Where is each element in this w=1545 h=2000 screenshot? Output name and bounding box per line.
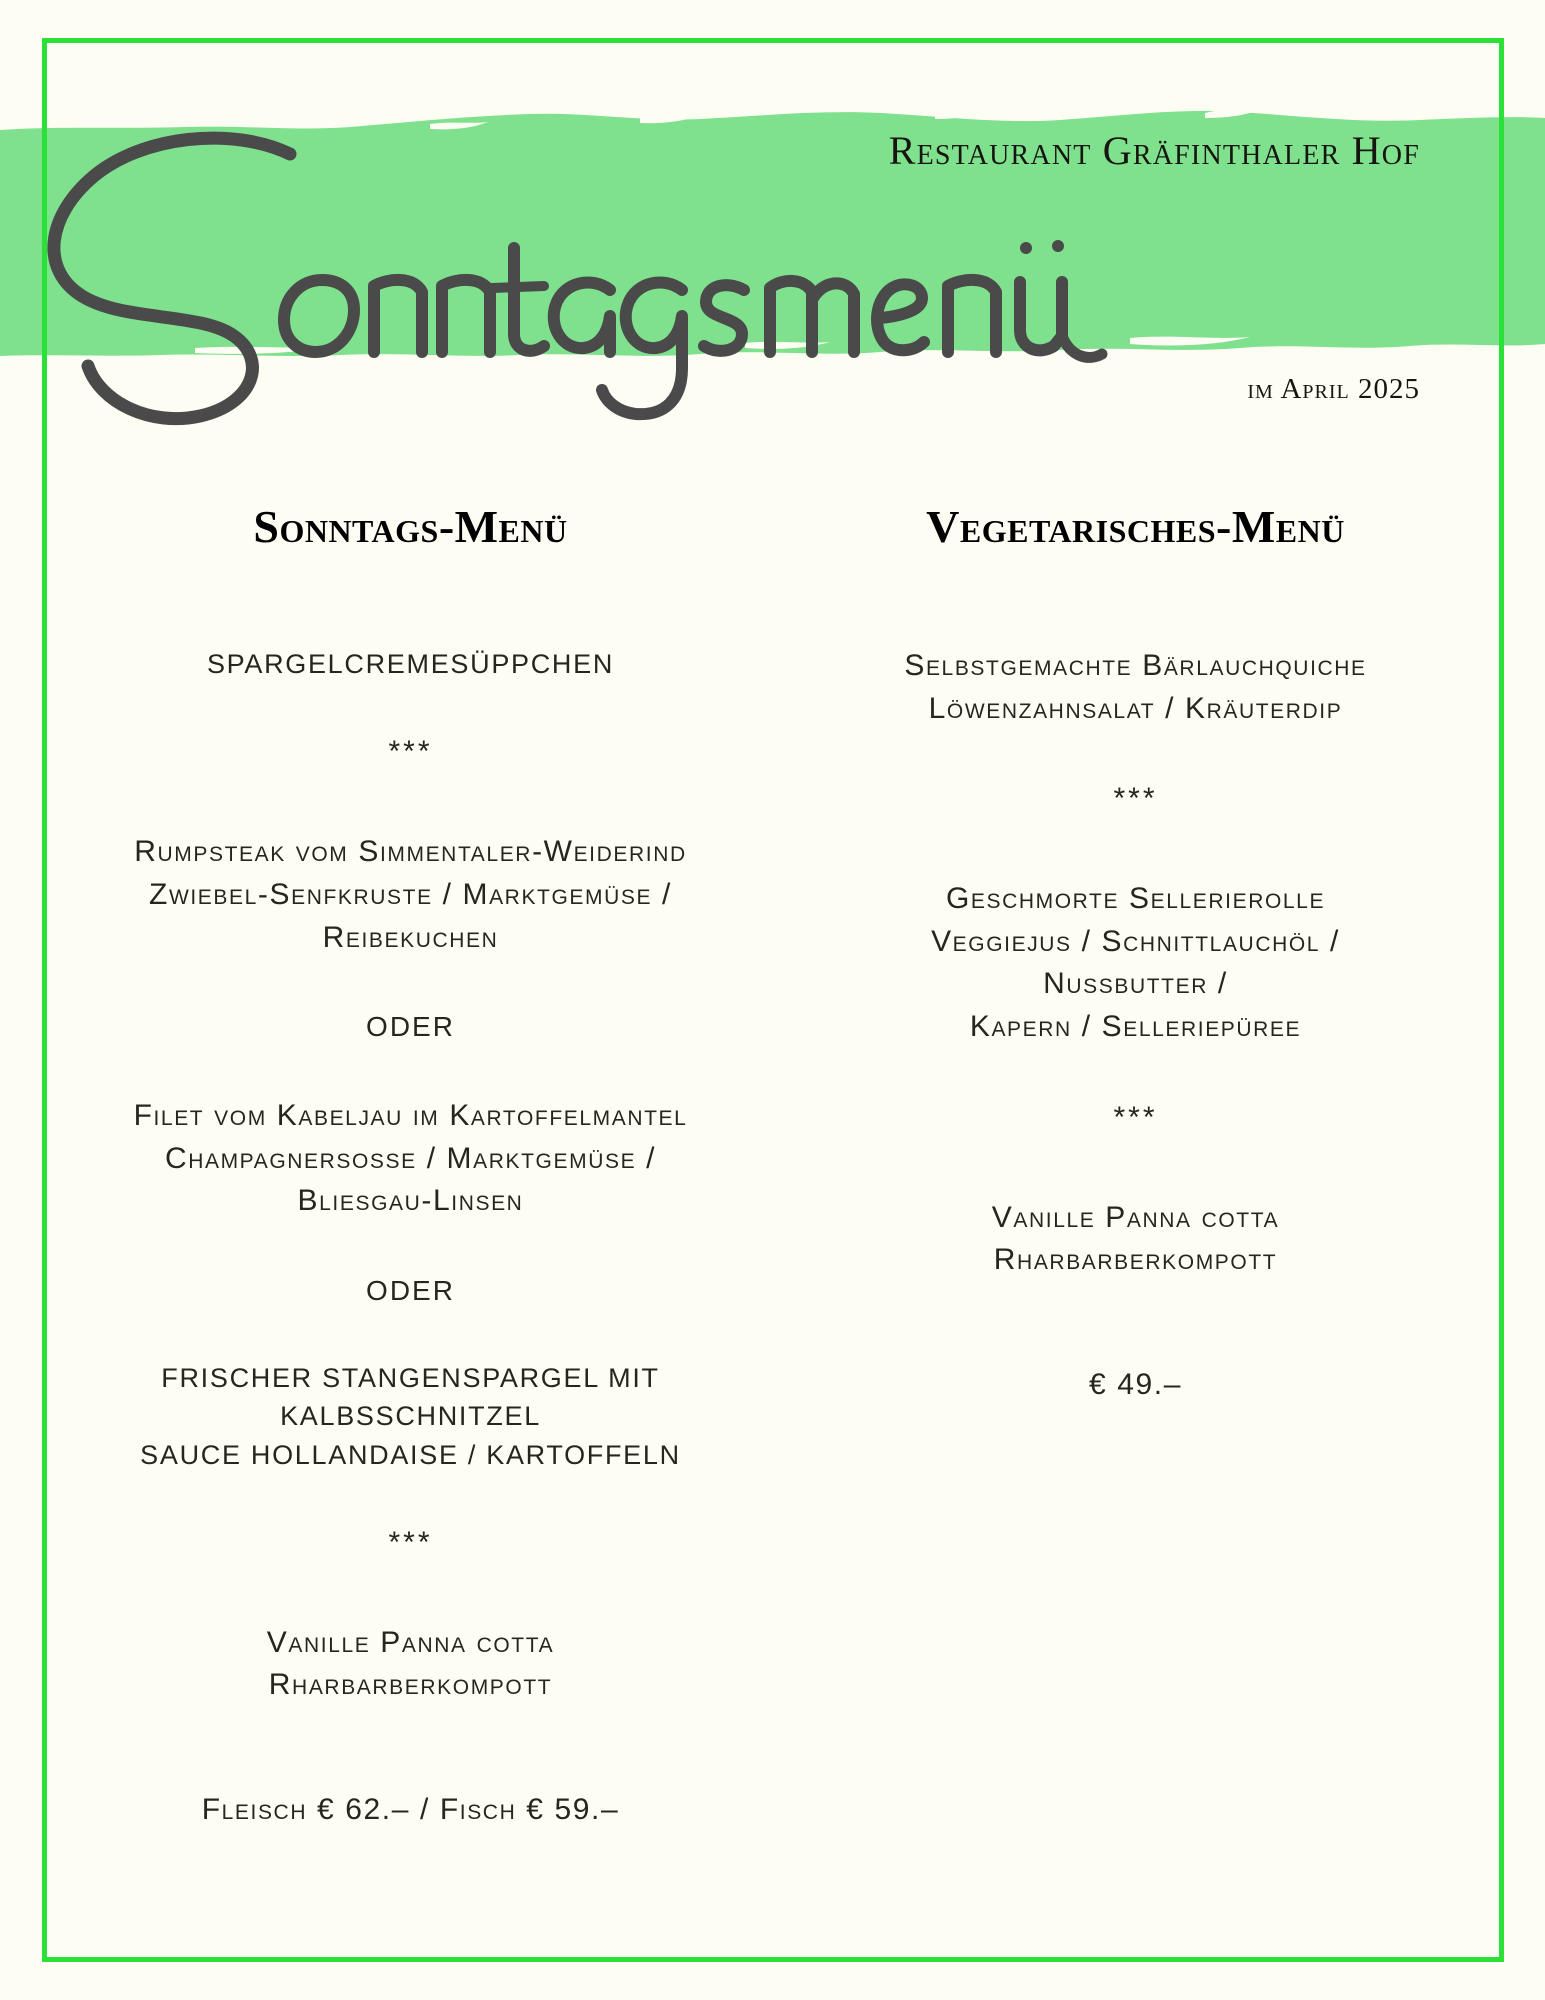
dish-line: Kapern / Selleriepüree [969,1009,1302,1043]
menu-columns [48,500,1498,1827]
dish-line: Nussbutter / [1043,967,1228,1001]
section-separator: *** [1113,1100,1158,1134]
dish-item [773,878,1498,1048]
section-separator: *** [388,1525,433,1559]
dish-line: Filet vom Kabeljau im Kartoffelmantel [133,1099,688,1133]
dish-line: Rharbarberkompott [268,1668,553,1702]
dish-line: Selbstgemachte Bärlauchquiche [904,649,1367,682]
menu-price: Fleisch € 62.– / Fisch € 59.– [201,1793,620,1827]
script-title [22,130,1172,420]
menu-date: im April 2025 [1247,373,1420,405]
dish-line: SAUCE HOLLANDAISE / KARTOFFELN [140,1439,681,1470]
column-body-sonntags [48,645,773,1827]
dish-line: Champagnersosse / Marktgemüse / [164,1141,657,1175]
dish-item [773,645,1498,730]
dish-line: KALBSSCHNITZEL [280,1401,541,1432]
spacer [48,1560,773,1622]
column-body-vegetarisch [773,645,1498,1402]
restaurant-name: Restaurant Gräfinthaler Hof [888,128,1420,173]
dish-line: Veggiejus / Schnittlauchöl / [931,924,1340,958]
section-separator: *** [1113,782,1158,816]
spacer [48,769,773,831]
dish-line: Geschmorte Sellerierolle [945,882,1326,916]
column-heading-vegetarisch: Vegetarisches-Menü [926,501,1345,552]
dish-line: Reibekuchen [322,920,499,954]
spacer [773,730,1498,782]
dish-line: SPARGELCREMESÜPPCHEN [206,649,615,679]
dish-line: Vanille Panna cotta [991,1200,1280,1234]
spacer [773,1282,1498,1334]
spacer [48,1043,773,1095]
dish-line: Löwenzahnsalat / Kräuterdip [928,691,1343,725]
dish-line: Zwiebel-Senfkruste / Marktgemüse / [149,877,672,911]
dish-item [48,1622,773,1707]
spacer [773,1049,1498,1101]
dish-line: Rumpsteak vom Simmentaler-Weiderind [134,835,687,869]
menu-price: € 49.– [1088,1367,1182,1401]
section-separator: *** [388,735,433,769]
spacer [48,683,773,735]
oder-divider: ODER [366,1011,455,1043]
spacer [773,816,1498,878]
spacer [48,1707,773,1759]
spacer [48,1474,773,1526]
column-heading-sonntags: Sonntags-Menü [253,501,568,552]
dish-item [48,645,773,683]
menu-column-sonntags [48,500,773,1827]
dish-item [48,1359,773,1474]
oder-divider: ODER [366,1274,455,1306]
menu-column-vegetarisch [773,500,1498,1827]
spacer [773,1334,1498,1368]
spacer [48,1759,773,1793]
dish-item [48,1095,773,1223]
dish-line: Vanille Panna cotta [266,1625,555,1659]
dish-line: Bliesgau-Linsen [297,1184,524,1218]
spacer [773,1135,1498,1197]
dish-line: Rharbarberkompott [993,1243,1278,1277]
spacer [48,1307,773,1359]
dish-item [48,831,773,959]
spacer [48,959,773,1011]
dish-line: FRISCHER STANGENSPARGEL MIT [161,1362,660,1393]
dish-item [773,1197,1498,1282]
spacer [48,1223,773,1275]
